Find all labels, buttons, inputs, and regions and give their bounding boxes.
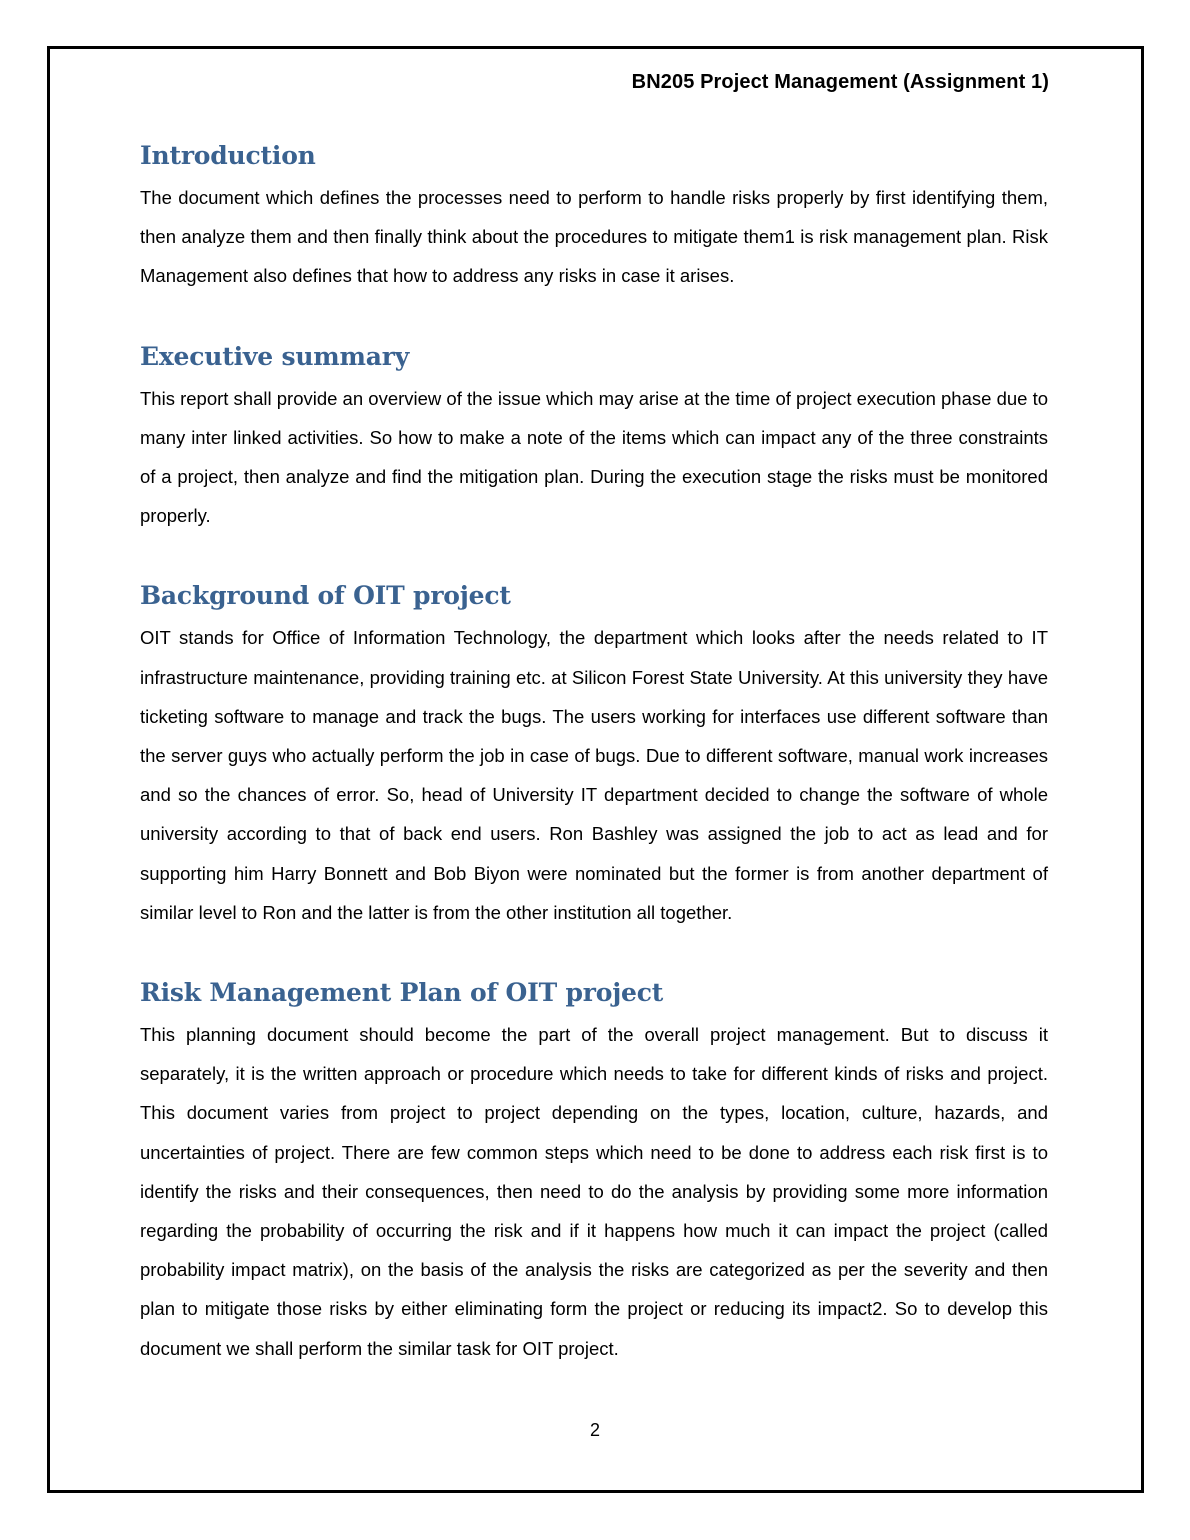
document-header: BN205 Project Management (Assignment 1) [631,71,1049,93]
section-paragraph: This planning document should become the part of the overall project management. But to discuss it separately, it is the written approach or procedure which needs to take for different kinds of risks and project. This document varies from project to project depending on the types, location, culture, hazards, and uncertainties of project. There are few common steps which need to be done to address each risk first is to identify the risks and their consequences, then need to do the analysis by providing some more information regarding the probability of occurring the risk and if it happens how much it can impact the project (called probability impact matrix), on the basis of the analysis the risks are categorized as per the severity and then plan to mitigate those risks by either eliminating form the project or reducing its impact2. So to develop this document we shall perform the similar task for OIT project. [140,1024,1048,1359]
footnote-reference: 1 [784,226,795,248]
section-introduction [140,136,1048,296]
section-paragraph: This report shall provide an overview of the issue which may arise at the time of project execution phase due to many inter linked activities. So how to make a note of the items which can impact any of the three constraints of a project, then analyze and find the mitigation plan. During the execution stage the risks must be monitored properly. [140,387,1048,527]
section-heading: Background of OIT project [140,581,511,611]
section-heading: Risk Management Plan of OIT project [140,978,664,1008]
section-background [140,576,1048,932]
section-paragraph: OIT stands for Office of Information Technology, the department which looks after the needs related to IT infrastructure maintenance, providing training etc. at Silicon Forest State University. At this university they have ticketing software to manage and track the bugs. The users working for interfaces use different software than the server guys who actually perform the job in case of bugs. Due to different software, manual work increases and so the chances of error. So, head of University IT department decided to change the software of whole university according to that of back end users. Ron Bashley was assigned the job to act as lead and for supporting him Harry Bonnett and Bob Biyon were nominated but the former is from another department of similar level to Ron and the latter is from the other institution all together. [140,627,1048,923]
paragraph-text: is risk management plan. Risk Management also defines that how to address any risks in case it arises. [140,226,1049,287]
section-executive-summary [140,337,1048,536]
section-heading: Executive summary [140,341,410,371]
paragraph-text: The document which defines the processes need to perform to handle risks properly by first identifying them, then analyze them and then finally think about the procedures to mitigate them [140,187,1048,248]
document-body [140,136,1048,1368]
section-paragraph [140,178,1048,296]
section-heading: Introduction [140,141,316,170]
page-number: 2 [589,1420,600,1440]
section-risk-management-plan [140,973,1048,1368]
